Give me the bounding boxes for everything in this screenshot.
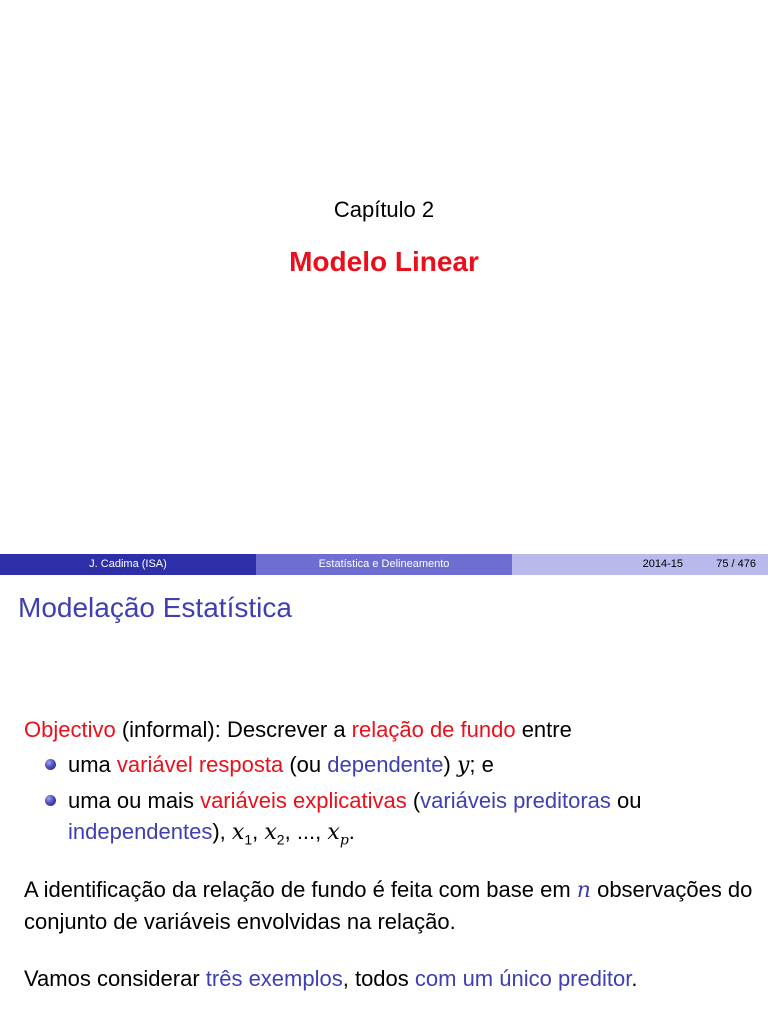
text-segment: . bbox=[631, 966, 638, 991]
text-segment: ; e bbox=[469, 752, 494, 777]
objective-paragraph bbox=[24, 714, 754, 745]
text-segment: 2 bbox=[276, 831, 285, 848]
bullet-item-response bbox=[24, 749, 754, 781]
text-segment: p bbox=[339, 832, 349, 849]
blue-term: independentes bbox=[68, 819, 213, 844]
blue-term: três exemplos bbox=[205, 966, 343, 991]
spacer bbox=[24, 852, 754, 874]
spacer bbox=[24, 937, 754, 963]
text-segment: A identificação da relação de fundo é feita com base em bbox=[24, 877, 577, 902]
text-segment: , bbox=[252, 819, 265, 844]
red-term: Objectivo bbox=[24, 717, 116, 742]
slide-footer bbox=[0, 554, 768, 575]
bullet-text bbox=[68, 788, 642, 849]
text-segment: x bbox=[327, 820, 340, 845]
identification-paragraph bbox=[24, 874, 754, 937]
blue-term: variáveis preditoras bbox=[420, 788, 611, 813]
footer-author: J. Cadima (ISA) bbox=[0, 554, 256, 575]
text-segment: Vamos considerar bbox=[24, 966, 206, 991]
text-segment: 1 bbox=[244, 831, 253, 848]
bullet-text bbox=[68, 752, 494, 777]
text-segment: y bbox=[456, 753, 470, 778]
blue-term: dependente bbox=[327, 752, 444, 777]
footer-page-number: 75 / 476 bbox=[716, 558, 756, 570]
text-segment: , ..., bbox=[284, 819, 328, 844]
frame-title: Modelação Estatística bbox=[18, 592, 292, 623]
red-term: variável resposta bbox=[116, 752, 284, 777]
bullet-icon bbox=[45, 795, 56, 806]
text-segment: ou bbox=[610, 788, 642, 813]
text-segment: . bbox=[449, 909, 456, 934]
content-slide bbox=[0, 576, 768, 1024]
text-segment: ) bbox=[443, 752, 457, 777]
chapter-title: Modelo Linear bbox=[289, 246, 479, 277]
text-segment: ( bbox=[406, 788, 421, 813]
text-segment: observações do conjunto de variáveis envolvidas na relação bbox=[24, 877, 753, 934]
text-segment: . bbox=[348, 819, 355, 844]
text-segment: (informal): Descrever a bbox=[115, 717, 352, 742]
chapter-label: Capítulo 2 bbox=[333, 197, 435, 222]
text-segment: x bbox=[264, 820, 277, 845]
bullet-list bbox=[24, 749, 754, 848]
footer-right bbox=[512, 554, 768, 575]
footer-date: 2014-15 bbox=[642, 558, 683, 570]
bullet-item-explanatory bbox=[24, 785, 754, 848]
bullet-icon bbox=[45, 759, 56, 770]
examples-paragraph bbox=[24, 963, 754, 994]
text-segment: uma ou mais bbox=[68, 788, 201, 813]
text-segment: , todos bbox=[342, 966, 415, 991]
text-segment: uma bbox=[68, 752, 117, 777]
blue-term: n bbox=[576, 878, 591, 903]
slide-body bbox=[24, 714, 754, 994]
blue-term: com um único preditor bbox=[414, 966, 632, 991]
text-segment: entre bbox=[515, 717, 572, 742]
text-segment: (ou bbox=[283, 752, 328, 777]
red-term: variáveis explicativas bbox=[200, 788, 407, 813]
text-segment: x bbox=[231, 820, 245, 845]
red-term: relação de fundo bbox=[351, 717, 516, 742]
text-segment: ), bbox=[212, 819, 232, 844]
footer-course: Estatística e Delineamento bbox=[256, 554, 512, 575]
